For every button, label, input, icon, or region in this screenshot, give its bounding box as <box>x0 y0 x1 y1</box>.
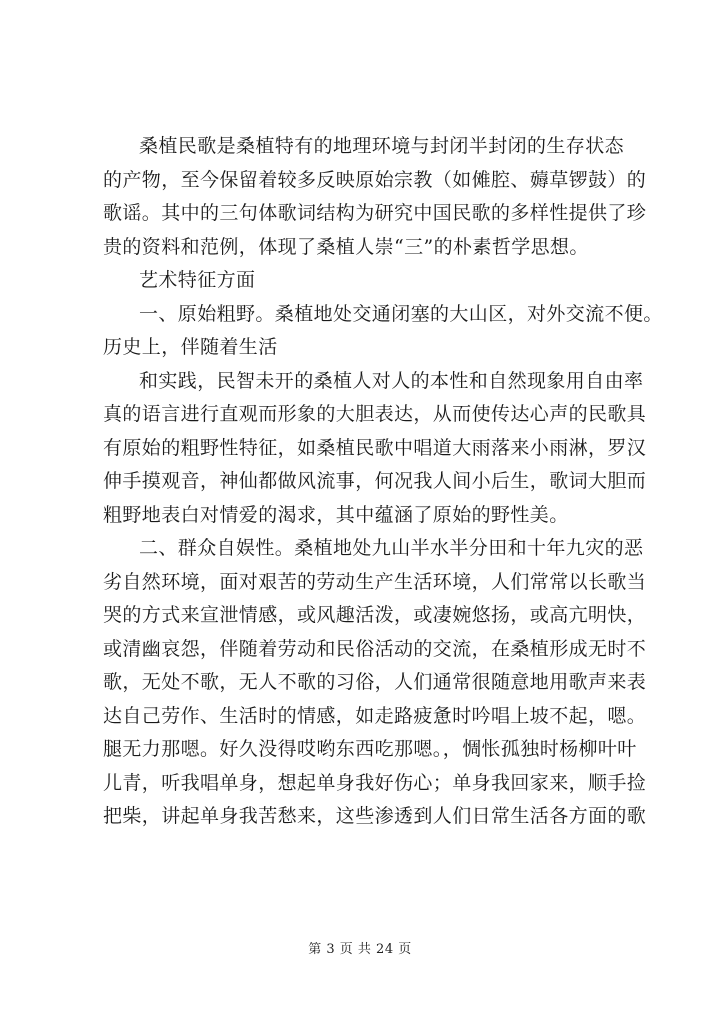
text-line: 和实践，民智未开的桑植人对人的本性和自然现象用自由率 <box>139 369 644 392</box>
text-line: 或清幽哀怨，伴随着劳动和民俗活动的交流，在桑植形成无时不 <box>103 637 647 660</box>
text-line: 歌，无处不歌，无人不歌的习俗，人们通常很随意地用歌声来表 <box>103 671 647 693</box>
text-line: 哭的方式来宣泄情感，或风趣活泼，或凄婉悠扬，或高亢明快， <box>103 604 647 626</box>
text-line: 劣自然环境，面对艰苦的劳动生产生活环境，人们常常以长歌当 <box>103 570 647 593</box>
document-body <box>103 130 663 834</box>
paragraph-primitive-wildness <box>103 298 663 365</box>
text-line: 粗野地表白对情爱的渴求，其中蕴涵了原始的野性美。 <box>103 503 569 526</box>
text-line: 的产物，至今保留着较多反映原始宗教（如傩腔、薅草锣鼓）的 <box>103 168 647 191</box>
section-heading-art-features <box>103 264 633 298</box>
paragraph-practice-and-lyrics <box>103 365 647 533</box>
text-line: 把柴，讲起单身我苦愁来，这些渗透到人们日常生活各方面的歌 <box>103 805 647 827</box>
text-line: 艺术特征方面 <box>139 269 256 291</box>
text-line: 历史上，伴随着生活 <box>103 336 278 358</box>
text-line: 达自己劳作、生活时的情感，如走路疲惫时吟唱上坡不起，嗯。 <box>103 704 647 727</box>
text-line: 伸手摸观音，神仙都做风流事，何况我人间小后生，歌词大胆而 <box>103 470 647 492</box>
paragraph-self-entertainment <box>103 532 647 834</box>
text-line: 有原始的粗野性特征，如桑植民歌中唱道大雨落来小雨淋，罗汉 <box>103 436 647 459</box>
text-line: 真的语言进行直观而形象的大胆表达，从而使传达心声的民歌具 <box>103 403 647 425</box>
text-line: 一、原始粗野。桑植地处交通闭塞的大山区，对外交流不便。 <box>139 302 663 325</box>
paragraph-origin-description <box>103 130 647 264</box>
text-line: 歌谣。其中的三句体歌词结构为研究中国民歌的多样性提供了珍 <box>103 202 647 224</box>
text-line: 贵的资料和范例，体现了桑植人崇“三”的朴素哲学思想。 <box>103 235 589 258</box>
text-line: 桑植民歌是桑植特有的地理环境与封闭半封闭的生存状态 <box>139 135 625 157</box>
text-line: 儿青，听我唱单身，想起单身我好伤心；单身我回家来，顺手捡 <box>103 771 647 794</box>
text-line: 二、群众自娱性。桑植地处九山半水半分田和十年九灾的恶 <box>139 537 644 559</box>
text-line: 腿无力那嗯。好久没得哎哟东西吃那嗯。，惆怅孤独时杨柳叶叶 <box>103 738 637 760</box>
page-number-footer: 第 3 页 共 24 页 <box>308 942 412 957</box>
